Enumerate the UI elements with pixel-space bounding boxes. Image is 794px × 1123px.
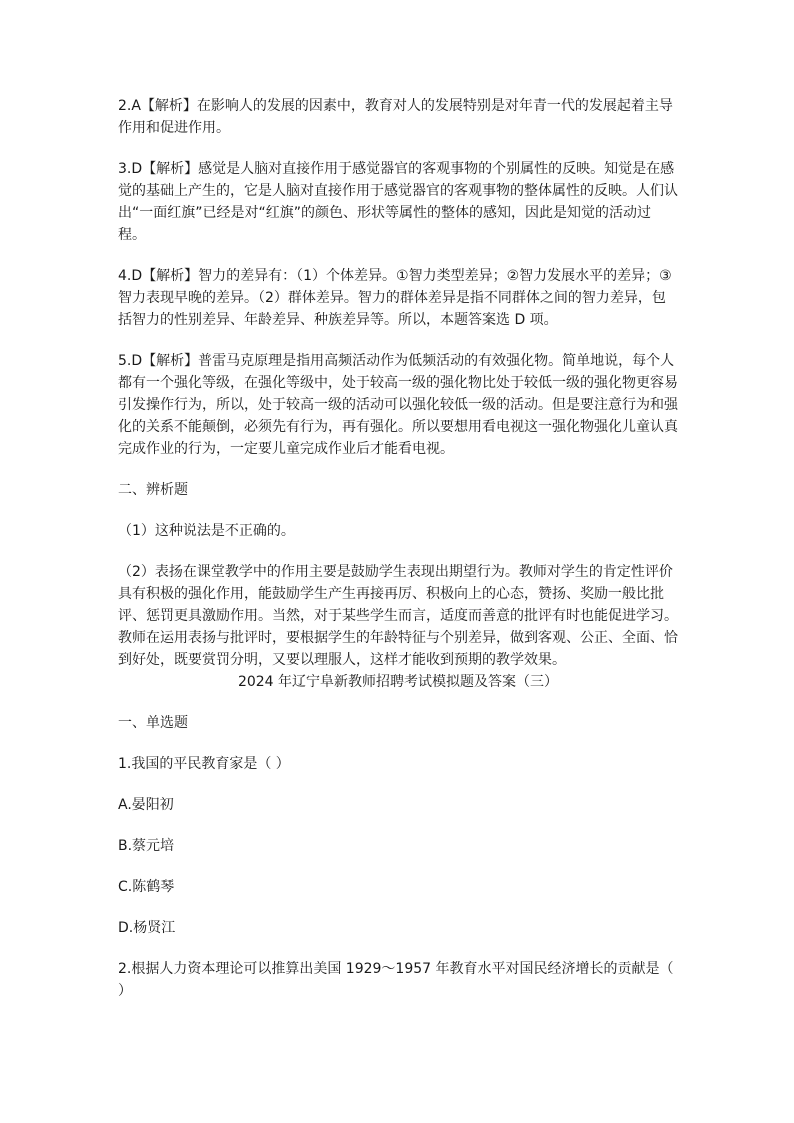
question-2: 2.根据人力资本理论可以推算出美国 1929～1957 年教育水平对国民经济增长的贡献是（ ）: [118, 961, 674, 999]
answer-5: 5.D【解析】普雷马克原理是指用高频活动作为低频活动的有效强化物。简单地说，每个人都有一个强化等级，在强化等级中，处于较高一级的强化物比处于较低一级的强化物更容易引发操作行为，所以，处于较高一级的活动可以强化较低一级的活动。但是要注意行为和强化的关系不能颠倒，必须先有行为，再有强化。所以要想用看电视这一强化物强化儿童认真完成作业的行为，一定要儿童完成作业后才能看电视。: [118, 353, 678, 457]
option-d: D.杨贤江: [118, 920, 176, 936]
option-c: C.陈鹤琴: [118, 879, 175, 895]
section-heading-single-choice: 一、单选题: [118, 715, 188, 731]
exam-title: 2024 年辽宁阜新教师招聘考试模拟题及答案（三）: [237, 674, 559, 690]
analysis-paragraph-1: （1）这种说法是不正确的。: [118, 523, 295, 539]
question-1: 1.我国的平民教育家是（ ）: [118, 756, 290, 772]
answer-4: 4.D【解析】智力的差异有：（1）个体差异。①智力类型差异；②智力发展水平的差异；③智力表现早晚的差异。（2）群体差异。智力的群体差异是指不同群体之间的智力差异，包括智力的性别差异、年龄差异、种族差异等。所以，本题答案选 D 项。: [118, 268, 672, 328]
answer-2: 2.A【解析】在影响人的发展的因素中，教育对人的发展特别是对年青一代的发展起着主导作用和促进作用。: [118, 98, 673, 136]
analysis-paragraph-2: （2）表扬在课堂教学中的作用主要是鼓励学生表现出期望行为。教师对学生的肯定性评价具有积极的强化作用，能鼓励学生产生再接再厉、积极向上的心态，赞扬、奖励一般比批评、惩罚更具激励作用。当然，对于某些学生而言，适度而善意的批评有时也能促进学习。教师在运用表扬与批评时，要根据学生的年龄特征与个别差异，做到客观、公正、全面、恰到好处，既要赏罚分明，又要以理服人，这样才能收到预期的教学效果。: [118, 564, 678, 668]
answer-3: 3.D【解析】感觉是人脑对直接作用于感觉器官的客观事物的个别属性的反映。知觉是在感觉的基础上产生的，它是人脑对直接作用于感觉器官的客观事物的整体属性的反映。人们认出“一面红旗”已经是对“红旗”的颜色、形状等属性的整体的感知，因此是知觉的活动过程。: [118, 161, 678, 243]
section-heading-analysis: 二、辨析题: [118, 482, 188, 498]
document-page: [118, 95, 678, 1021]
option-b: B.蔡元培: [118, 838, 175, 854]
option-a: A.晏阳初: [118, 797, 174, 813]
